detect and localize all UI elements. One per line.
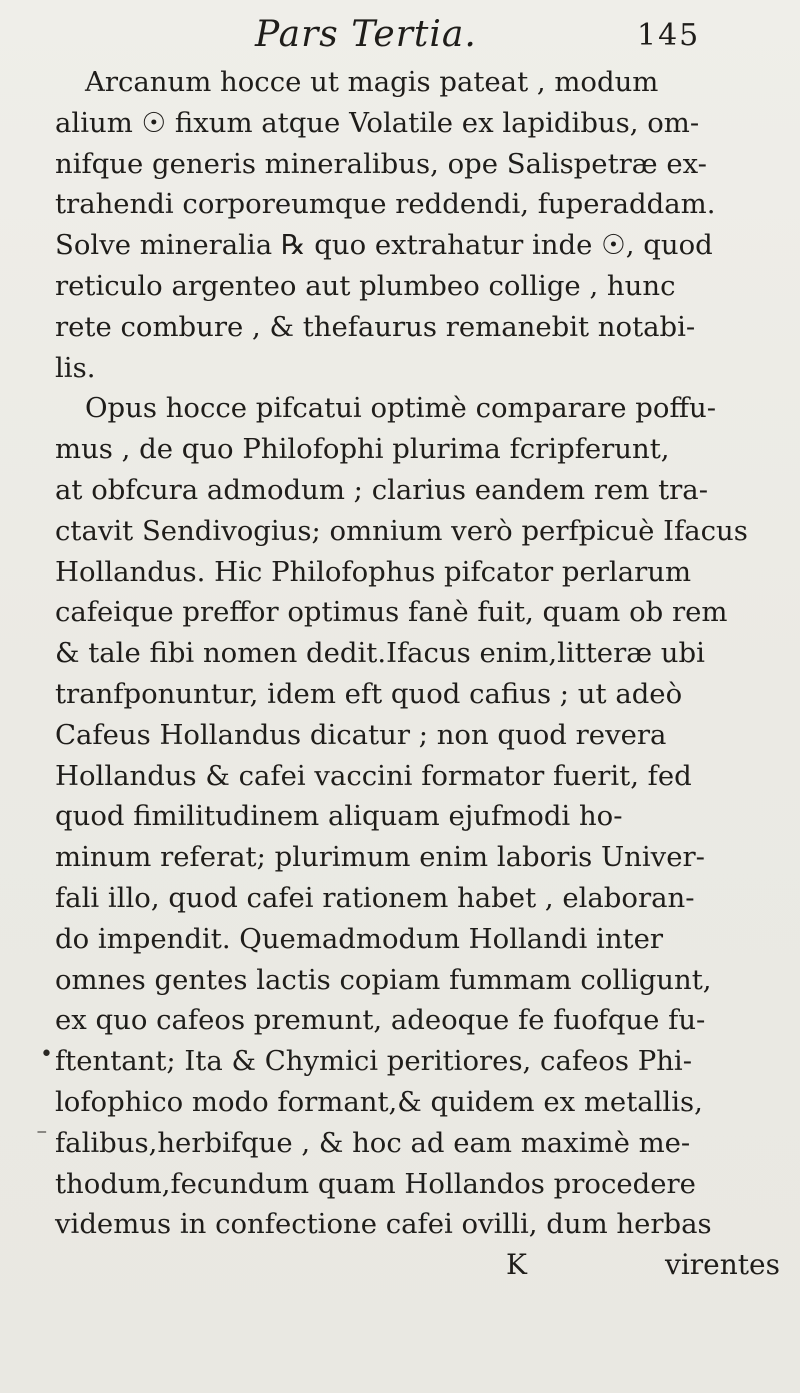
text-line: & tale fibi nomen dedit.Ifacus enim,litteræ ubi: [55, 637, 705, 670]
text-line: ftentant; Ita & Chymici peritiores, cafeos Phi-: [55, 1045, 692, 1078]
text-line: rete combure , & thefaurus remanebit notabi-: [55, 310, 696, 343]
text-line: minum referat; plurimum enim laboris Univer-: [55, 841, 705, 874]
page-number: 145: [637, 18, 701, 53]
catchword: virentes: [665, 1248, 780, 1282]
text-line: thodum,fecundum quam Hollandos procedere: [55, 1167, 696, 1200]
text-line: lofophico modo formant,& quidem ex metallis,: [55, 1085, 703, 1118]
text-line: nifque generis mineralibus, ope Salispetræ ex-: [55, 147, 707, 180]
text-line: Solve mineralia ℞ quo extrahatur inde ☉, quod: [55, 229, 713, 262]
text-line: do impendit. Quemadmodum Hollandi inter: [55, 922, 664, 955]
text-line: Hollandus & cafei vaccini formator fuerit, fed: [55, 759, 692, 792]
page-header: [0, 10, 800, 54]
text-line: tranfponuntur, idem eft quod cafius ; ut adeò: [55, 677, 683, 710]
body-text: [55, 62, 780, 1285]
margin-dot-mark: •: [40, 1042, 53, 1067]
text-line: ctavit Sendivogius; omnium verò perfpicuè Ifacus: [55, 514, 748, 547]
text-line: mus , de quo Philofophi plurima fcripferunt,: [55, 433, 670, 466]
text-line: videmus in confectione cafei ovilli, dum herbas: [55, 1208, 712, 1241]
text-line: lis.: [55, 351, 96, 384]
text-line: Arcanum hocce ut magis pateat , modum: [85, 66, 659, 98]
running-head: Pars Tertia.: [255, 14, 477, 55]
page-footer: [55, 1245, 780, 1285]
text-line: at obfcura admodum ; clarius eandem rem tra-: [55, 473, 708, 506]
text-line: quod fimilitudinem aliquam ejufmodi ho-: [55, 800, 623, 833]
text-line: Opus hocce pifcatui optimè comparare poffu-: [85, 392, 717, 425]
text-line: trahendi corporeumque reddendi, fuperaddam.: [55, 188, 716, 221]
text-line: reticulo argenteo aut plumbeo collige , hunc: [55, 269, 676, 302]
margin-ink-mark: ⁻: [36, 1124, 48, 1149]
text-line: omnes gentes lactis copiam fummam colligunt,: [55, 963, 712, 996]
text-line: falibus,herbifque , & hoc ad eam maximè me-: [55, 1126, 691, 1159]
text-line: Hollandus. Hic Philofophus pifcator perlarum: [55, 555, 692, 588]
text-line: ex quo cafeos premunt, adeoque fe fuofque fu-: [55, 1004, 706, 1037]
text-line: alium ☉ fixum atque Volatile ex lapidibus, om-: [55, 106, 700, 139]
text-line: fali illo, quod cafei rationem habet , elaboran-: [55, 881, 695, 914]
text-line: Cafeus Hollandus dicatur ; non quod revera: [55, 718, 667, 751]
signature-mark: K: [506, 1248, 527, 1282]
text-line: cafeique preffor optimus fanè fuit, quam ob rem: [55, 596, 728, 629]
